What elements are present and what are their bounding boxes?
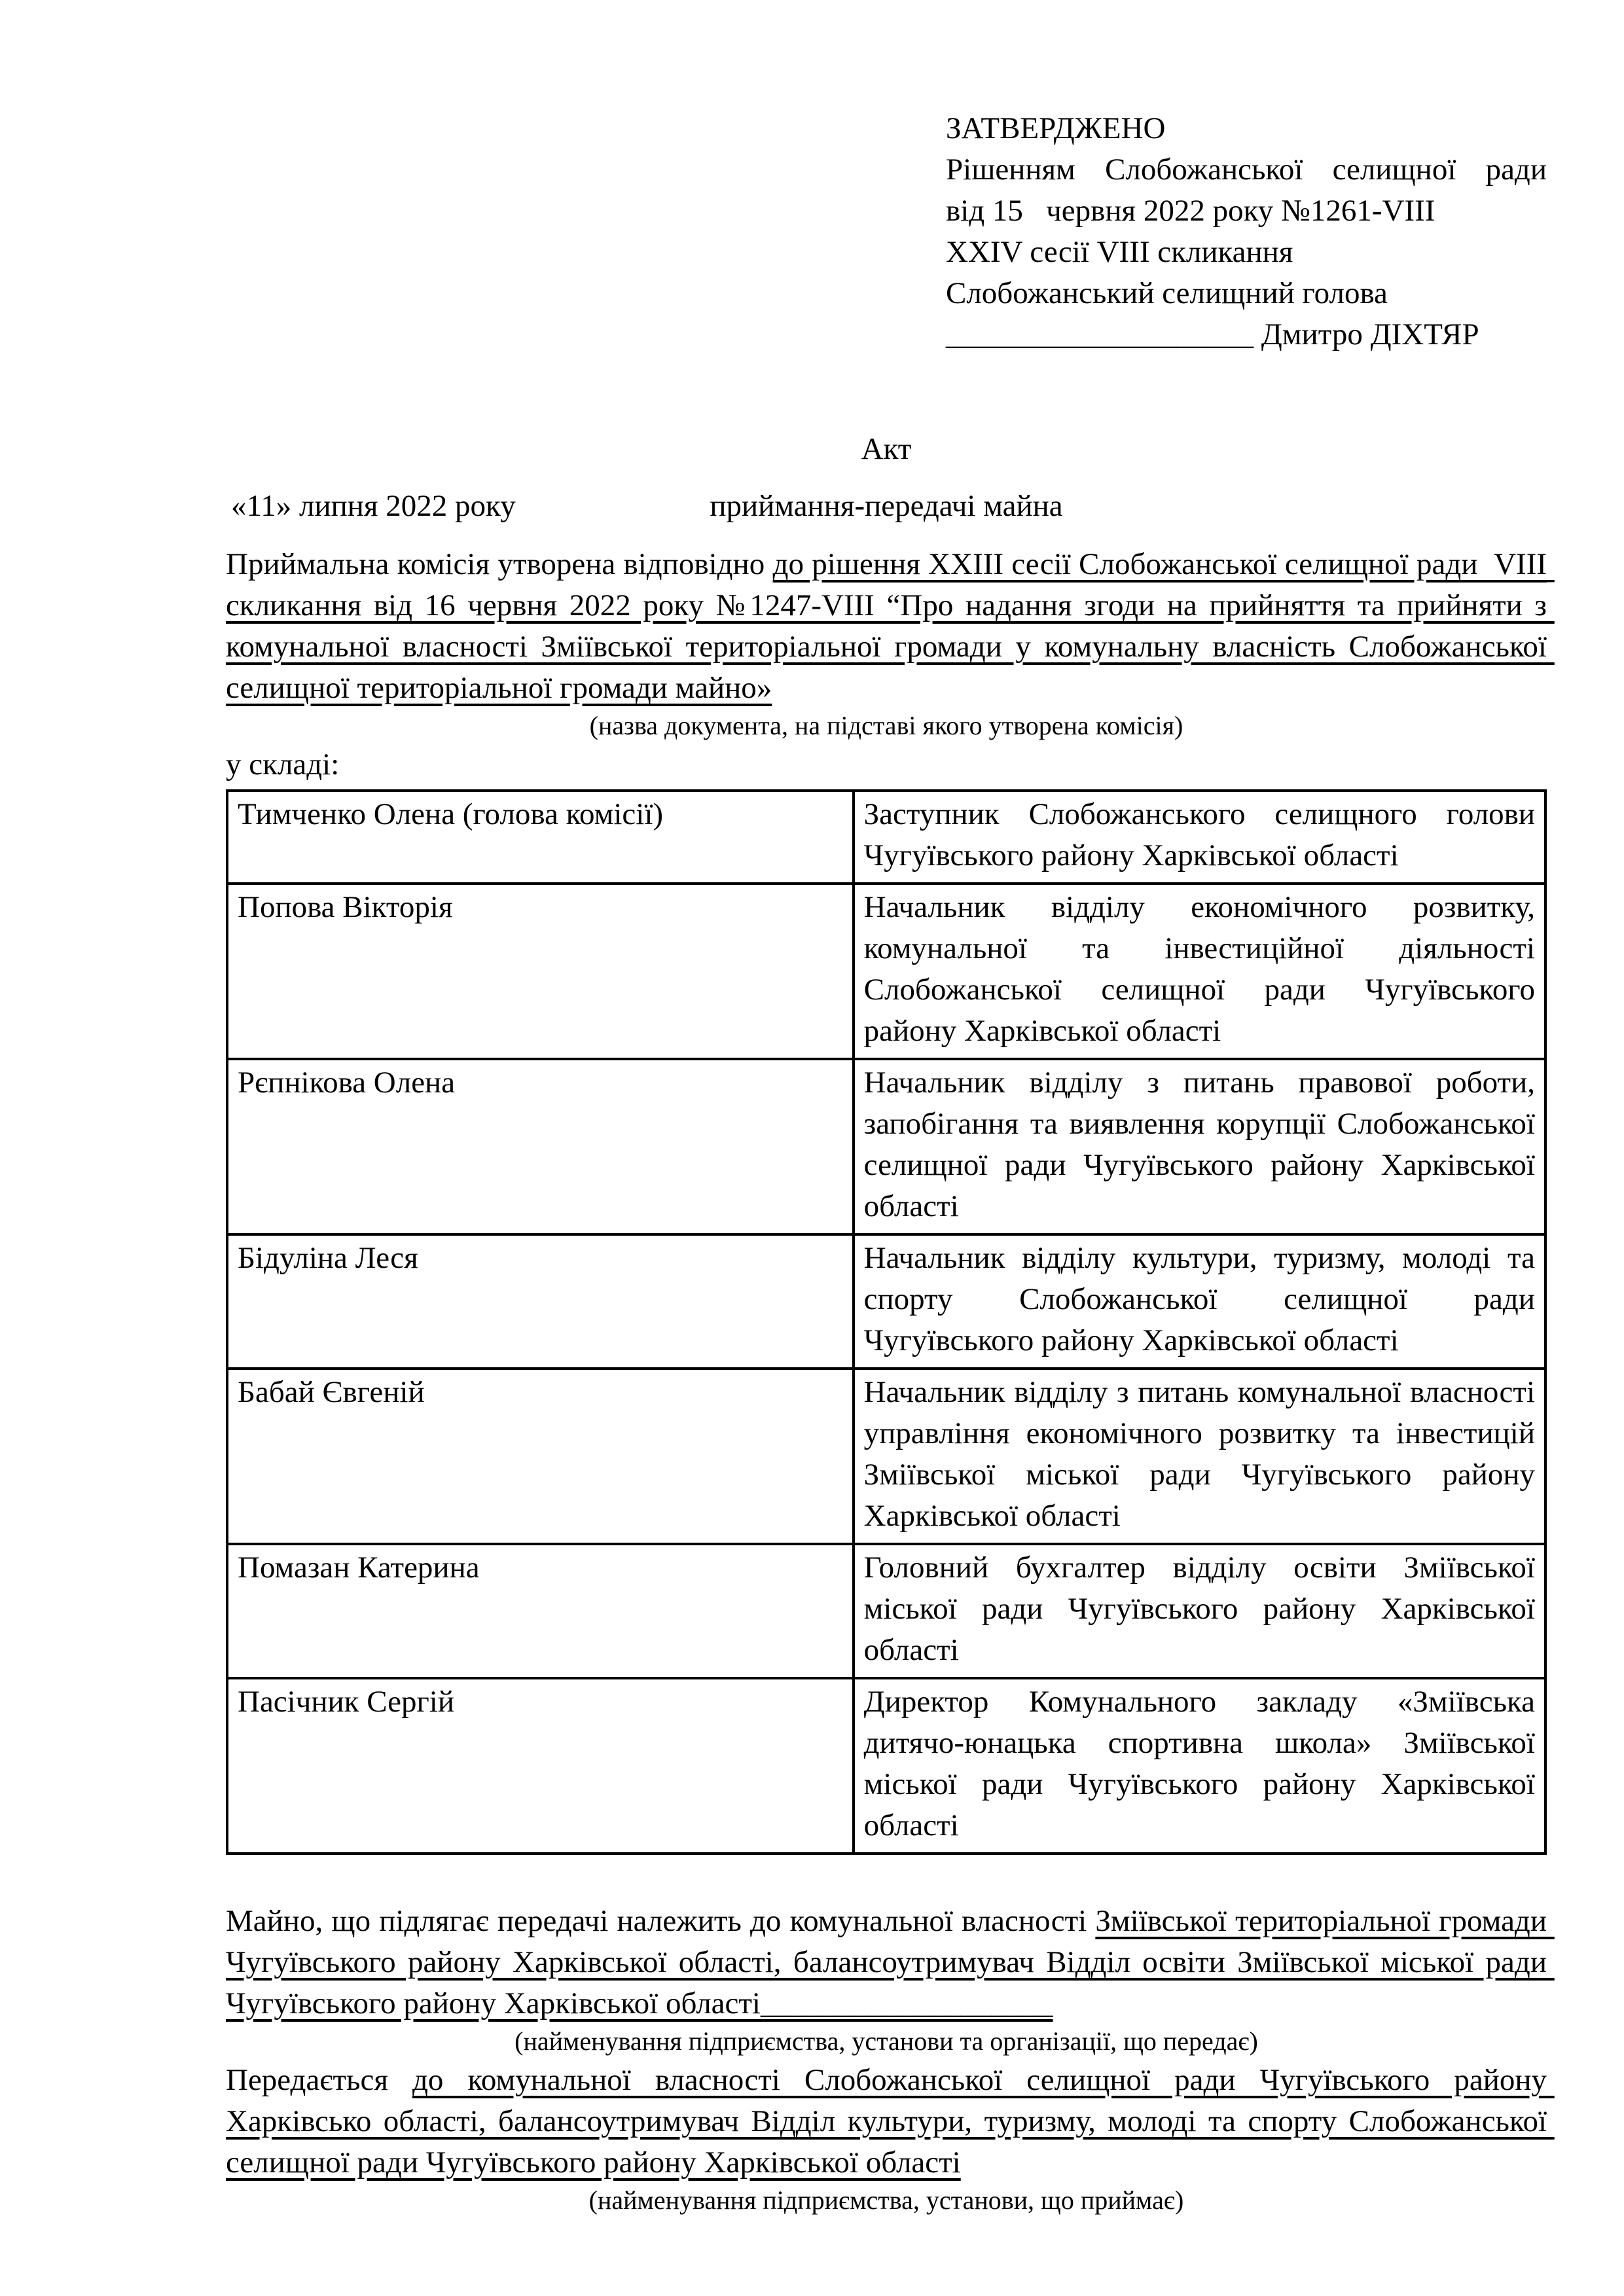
table-row xyxy=(227,1059,1545,1234)
approval-decision-line: Рішенням Слобожанської селищної ради xyxy=(946,152,1547,187)
date-line xyxy=(226,486,1547,527)
signature-name: Дмитро ДІХТЯР xyxy=(1254,317,1479,351)
transfer-from-paragraph xyxy=(226,1901,1555,2024)
member-role-cell: Начальник відділу з питань комунальної власності управління економічного розвитку та інвестицій Зміївської міської ради Чугуївського району Харківської області xyxy=(854,1369,1545,1544)
member-role-cell: Головний бухгалтер відділу освіти Зміївської міської ради Чугуївського району Харківської області xyxy=(854,1544,1545,1678)
text-segment: Передається xyxy=(226,2063,412,2097)
table-row xyxy=(227,884,1545,1059)
approval-session-line: XXIV сесії VIII скликання xyxy=(946,235,1293,269)
member-role-cell: Начальник відділу з питань правової роботи, запобігання та виявлення корупції Слобожанської селищної ради Чугуївського району Харківської області xyxy=(854,1059,1545,1234)
approval-date-line: від 15 червня 2022 року №1261-VIII xyxy=(946,194,1435,228)
member-name-cell: Тимченко Олена (голова комісії) xyxy=(227,791,854,884)
commission-table xyxy=(226,789,1547,1855)
member-name-cell: Попова Вікторія xyxy=(227,884,854,1059)
text-segment: Майно, що підлягає передачі належить до комунальної власності xyxy=(226,1904,1096,1938)
composition-label: у складі: xyxy=(226,747,340,781)
text-segment: Приймальна комісія утворена відповідно xyxy=(226,547,773,581)
underlined-text-segment: до комунальної власності Слобожанської селищної ради Чугуївського району Харківсько області, балансоутримувач Відділ культури, туризму, молоді та спорту Слобожанської селищної ради Чугуївського району Харківської області xyxy=(226,2063,1555,2179)
table-row xyxy=(227,1544,1545,1678)
transfer-to-paragraph xyxy=(226,2060,1555,2183)
transfer-to-caption: (найменування підприємства, установи, що приймає) xyxy=(588,2185,1184,2215)
member-role-cell: Начальник відділу культури, туризму, молоді та спорту Слобожанської селищної ради Чугуївського району Харківської області xyxy=(854,1234,1545,1369)
commission-paragraph xyxy=(226,544,1555,709)
member-name-cell: Рєпнікова Олена xyxy=(227,1059,854,1234)
signature-line xyxy=(946,314,1547,355)
commission-paragraph-caption: (назва документа, на підставі якого утворена комісія) xyxy=(589,711,1183,740)
table-row xyxy=(227,791,1545,884)
approval-position-line: Слобожанський селищний голова xyxy=(946,276,1388,310)
member-role-cell: Заступник Слобожанського селищного голови Чугуївського району Харківської області xyxy=(854,791,1545,884)
underlined-text-segment: до рішення XXIII сесії Слобожанської селищної ради VIII скликання від 16 червня 2022 року №1247-VIII “Про надання згоди на прийняття та прийняти з комунальної власності Зміївської територіальної громади у комунальну власність Слобожанської селищної територіальної громади майно» xyxy=(226,547,1555,705)
document-subject: приймання-передачі майна xyxy=(710,489,1063,523)
member-role-cell: Начальник відділу економічного розвитку, комунальної та інвестиційної діяльності Слобожанської селищної ради Чугуївського району Харківської області xyxy=(854,884,1545,1059)
underlined-text-segment: Зміївської територіальної громади Чугуївського району Харківської області, балансоутримувач Відділ освіти Зміївської міської ради Чугуївського району Харківської області xyxy=(226,1904,1555,2020)
underlined-text-segment: ___________________ xyxy=(761,1986,1053,2020)
member-role-cell: Директор Комунального закладу «Зміївська дитячо-юнацька спортивна школа» Зміївської міської ради Чугуївського району Харківської області xyxy=(854,1678,1545,1854)
table-row xyxy=(227,1678,1545,1854)
table-row xyxy=(227,1369,1545,1544)
commission-table-body xyxy=(227,791,1545,1854)
transfer-from-caption: (найменування підприємства, установи та організації, що передає) xyxy=(514,2026,1258,2056)
member-name-cell: Бідуліна Леся xyxy=(227,1234,854,1369)
table-row xyxy=(227,1234,1545,1369)
approval-block xyxy=(946,108,1547,355)
approval-heading: ЗАТВЕРДЖЕНО xyxy=(946,111,1166,145)
document-title: Акт xyxy=(861,432,912,466)
member-name-cell: Помазан Катерина xyxy=(227,1544,854,1678)
member-name-cell: Бабай Євгеній xyxy=(227,1369,854,1544)
member-name-cell: Пасічник Сергій xyxy=(227,1678,854,1854)
document-date: «11» липня 2022 року xyxy=(231,489,516,523)
signature-blank: ____________________ xyxy=(946,317,1254,351)
